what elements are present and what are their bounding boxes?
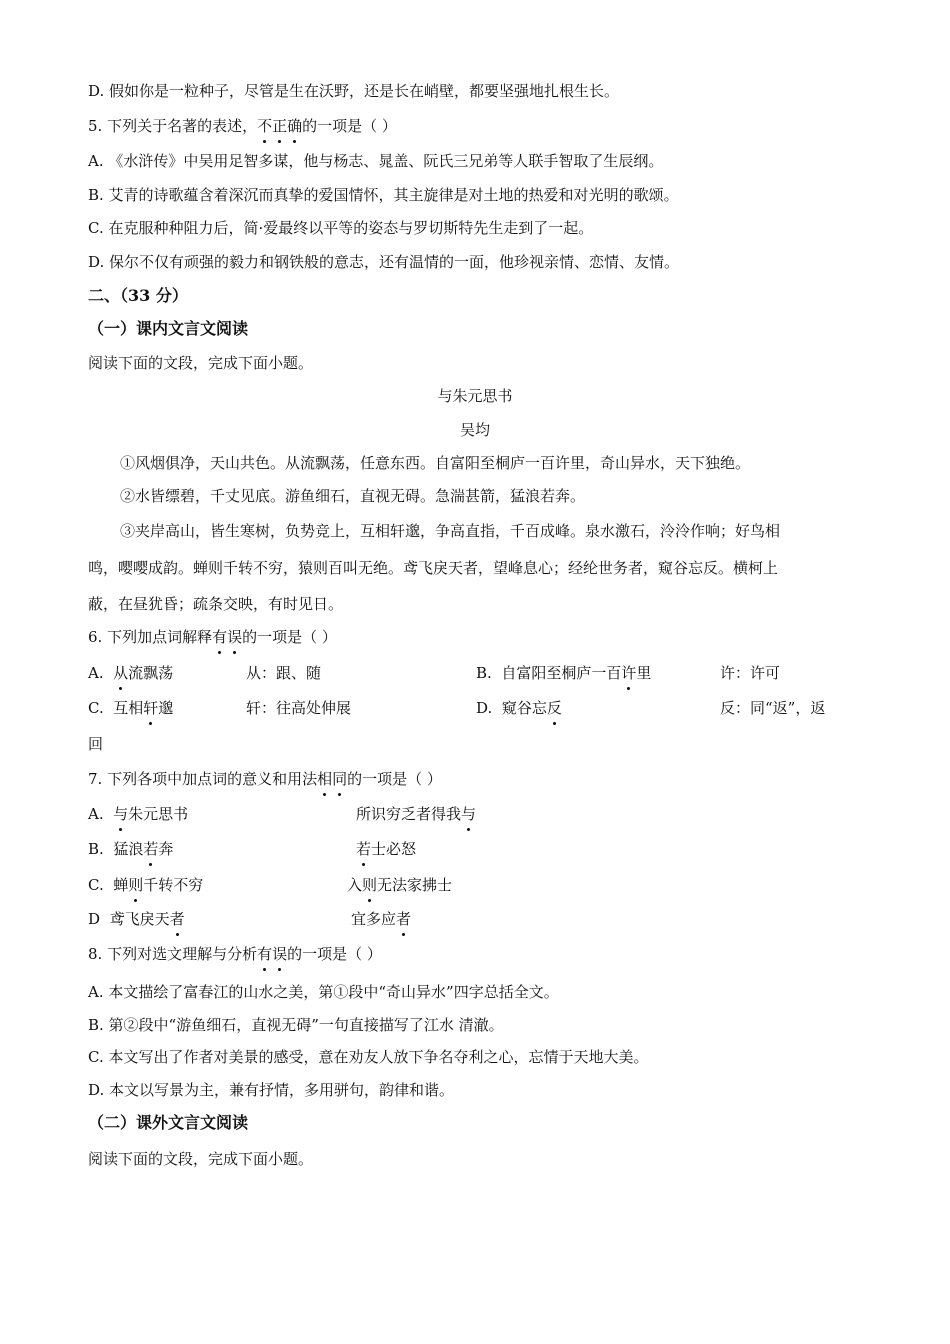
- q8-option-a: A. 本文描绘了富春江的山水之美，第①段中“奇山异水”四字总括全文。: [88, 983, 559, 1001]
- q5-stem-part-b: 的一项是（ ）: [302, 117, 397, 135]
- passage-paragraph-3-line-3: 蔽，在昼犹昏；疏条交映，有时见日。: [88, 595, 344, 613]
- q7-option-b-second-dotted: 若: [356, 840, 372, 858]
- q8-stem: [88, 943, 382, 965]
- q5-stem-part-a: 5. 下列关于名著的表述，: [88, 117, 258, 135]
- q7-option-c-pre: 蝉: [113, 876, 129, 894]
- section-2-sub-1: （一）课内文言文阅读: [88, 319, 249, 338]
- q6-option-a-explanation: 从：跟、随: [246, 664, 322, 682]
- q4-option-d: D. 假如你是一粒种子，尽管是生在沃野，还是长在峭壁，都要坚强地扎根生长。: [88, 82, 620, 100]
- q6-option-d-dotted: 反: [546, 699, 562, 717]
- q7-option-b-label: B.: [88, 840, 104, 858]
- q6-option-d-explanation-cont: 回: [88, 735, 104, 753]
- q6-option-b: [476, 662, 651, 684]
- q6-option-c-pre: 互相: [113, 699, 144, 717]
- q8-option-c: C. 本文写出了作者对美景的感受，意在劝友人放下争名夺利之心，忘情于天地大美。: [88, 1048, 649, 1066]
- q7-option-c-rest: 千转不穷: [143, 876, 204, 894]
- q7-option-a-rest: 朱元思书: [128, 805, 189, 823]
- q8-option-d: D. 本文以写景为主，兼有抒情，多用骈句，韵律和谐。: [88, 1081, 455, 1099]
- q7-option-c-dotted: 则: [128, 876, 144, 894]
- q7-stem-dotted-2: 同: [332, 770, 348, 788]
- q7-option-c-second-rest: 无法家拂士: [377, 876, 453, 894]
- q7-option-a-label: A.: [88, 805, 104, 823]
- q5-stem-dotted-3: 确: [287, 117, 303, 135]
- passage-author: 吴均: [459, 421, 490, 439]
- q6-option-c-label: C.: [88, 699, 104, 717]
- q6-option-d-pre: 窥谷忘: [501, 699, 547, 717]
- passage-paragraph-3-line-2: 鸣，嘤嘤成韵。蝉则千转不穷，猿则百叫无绝。鸢飞戾天者，望峰息心；经纶世务者，窥谷忘反。横柯上: [88, 559, 779, 577]
- q6-option-a-label: A.: [88, 664, 104, 682]
- q5-option-b: B. 艾青的诗歌蕴含着深沉而真挚的爱国情怀，其主旋律是对土地的热爱和对光明的歌颂。: [88, 186, 679, 204]
- q6-option-a: [88, 662, 173, 684]
- q5-option-c: C. 在克服种种阻力后，简·爱最终以平等的姿态与罗切斯特先生走到了一起。: [88, 219, 594, 237]
- q7-option-a: [88, 803, 188, 825]
- q6-option-c: [88, 697, 173, 719]
- section-2-title: 二、（33 分）: [88, 286, 188, 305]
- section-2-intro-2: 阅读下面的文段，完成下面小题。: [88, 1150, 314, 1168]
- q5-stem-dotted-2: 正: [272, 117, 288, 135]
- q7-stem-dotted-1: 相: [317, 770, 333, 788]
- q7-option-b-rest: 奔: [158, 840, 174, 858]
- q6-option-b-dotted: 许: [621, 664, 637, 682]
- q6-stem-dotted-1: 有: [212, 628, 228, 646]
- q6-option-b-explanation: 许：许可: [720, 664, 781, 682]
- q7-option-d-second-pre: 宜多应: [351, 910, 397, 928]
- q6-option-b-pre: 自富阳至桐庐一百: [501, 664, 622, 682]
- q6-option-a-rest: 流飘荡: [128, 664, 174, 682]
- q7-option-b: [88, 838, 173, 860]
- q6-stem-part-a: 6. 下列加点词解释: [88, 628, 213, 646]
- q7-option-b-second: [356, 838, 416, 860]
- q5-option-a: A. 《水浒传》中吴用足智多谋，他与杨志、晁盖、阮氏三兄弟等人联手智取了生辰纲。: [88, 152, 664, 170]
- passage-paragraph-3-line-1: ③夹岸高山，皆生寒树，负势竞上，互相轩邈，争高直指，千百成峰。泉水激石，泠泠作响；好鸟相: [120, 522, 781, 540]
- q7-option-c-label: C.: [88, 876, 104, 894]
- q6-option-d: [476, 697, 562, 719]
- q8-option-b: B. 第②段中“游鱼细石，直视无碍”一句直接描写了江水 清澈。: [88, 1016, 504, 1034]
- q7-stem: [88, 768, 442, 790]
- section-2-intro-1: 阅读下面的文段，完成下面小题。: [88, 354, 314, 372]
- q8-stem-part-a: 8. 下列对选文理解与分析: [88, 945, 258, 963]
- passage-paragraph-2: ②水皆缥碧，千丈见底。游鱼细石，直视无碍。急湍甚箭，猛浪若奔。: [120, 487, 586, 505]
- q6-option-d-label: D.: [476, 699, 493, 717]
- q8-stem-dotted-1: 有: [257, 945, 273, 963]
- q7-stem-part-a: 7. 下列各项中加点词的意义和用法: [88, 770, 318, 788]
- q6-option-c-explanation: 轩：往高处伸展: [246, 699, 352, 717]
- q7-option-d-dotted: 者: [169, 910, 185, 928]
- q7-option-c: [88, 874, 203, 896]
- q6-option-a-dotted: 从: [113, 664, 129, 682]
- q8-stem-part-b: 的一项是（ ）: [287, 945, 382, 963]
- q6-option-c-rest: 邈: [158, 699, 174, 717]
- q7-option-c-second-pre: 入: [347, 876, 363, 894]
- q7-stem-part-b: 的一项是（ ）: [347, 770, 442, 788]
- q6-stem-dotted-2: 误: [227, 628, 243, 646]
- q7-option-b-pre: 猛浪: [113, 840, 144, 858]
- q6-option-b-label: B.: [476, 664, 492, 682]
- q7-option-b-second-rest: 士必怒: [371, 840, 417, 858]
- q7-option-d-second: [351, 908, 411, 930]
- q7-option-a-dotted: 与: [113, 805, 129, 823]
- q7-option-d-label: D: [88, 910, 101, 928]
- q7-option-b-dotted: 若: [143, 840, 159, 858]
- q6-option-b-rest: 里: [636, 664, 652, 682]
- q7-option-a-second: [356, 803, 476, 825]
- q6-option-c-dotted: 轩: [143, 699, 159, 717]
- q6-option-d-explanation: 反：同“返”，返: [720, 699, 826, 717]
- q7-option-c-second-dotted: 则: [362, 876, 378, 894]
- q6-stem-part-b: 的一项是（ ）: [242, 628, 337, 646]
- section-2-sub-2: （二）课外文言文阅读: [88, 1113, 249, 1132]
- q7-option-c-second: [347, 874, 452, 896]
- passage-title: 与朱元思书: [437, 387, 513, 405]
- q5-stem-dotted-1: 不: [257, 117, 273, 135]
- q7-option-d: [88, 908, 185, 930]
- q8-stem-dotted-2: 误: [272, 945, 288, 963]
- q7-option-d-second-dotted: 者: [396, 910, 412, 928]
- q7-option-d-pre: 鸢飞戾天: [109, 910, 170, 928]
- q7-option-a-second-pre: 所识穷乏者得我: [356, 805, 462, 823]
- q5-stem: [88, 115, 397, 137]
- q5-option-d: D. 保尔不仅有顽强的毅力和钢铁般的意志，还有温情的一面，他珍视亲情、恋情、友情。: [88, 253, 680, 271]
- q7-option-a-second-dotted: 与: [461, 805, 477, 823]
- q6-stem: [88, 626, 337, 648]
- passage-paragraph-1: ①风烟俱净，天山共色。从流飘荡，任意东西。自富阳至桐庐一百许里，奇山异水，天下独绝。: [120, 454, 751, 472]
